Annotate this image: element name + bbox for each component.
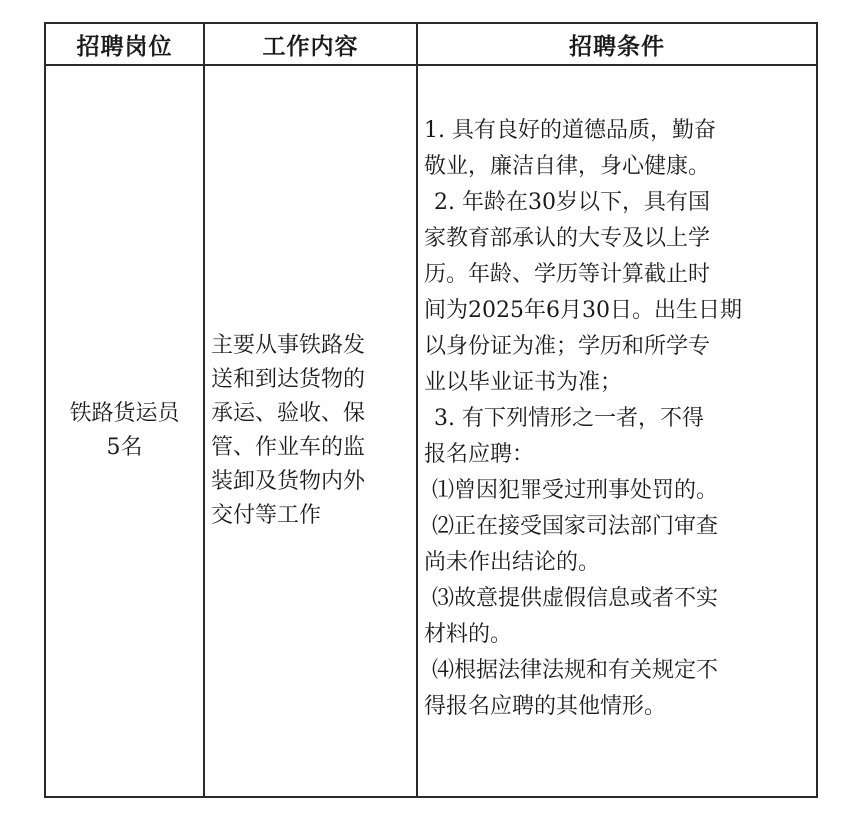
duties-line: 主要从事铁路发	[211, 333, 366, 358]
table-row	[45, 65, 817, 797]
position-cell	[45, 65, 204, 797]
duties-line: 管、作业车的监	[211, 435, 366, 460]
duties-line: 承运、验收、保	[211, 401, 366, 426]
duties-line: 装卸及货物内外	[211, 469, 366, 494]
recruitment-table	[44, 22, 818, 798]
requirement-line: ⑵正在接受国家司法部门审查	[432, 514, 719, 539]
position-count: 5名	[106, 435, 143, 460]
requirement-line: 业以毕业证书为准；	[424, 370, 623, 395]
duties-line: 送和到达货物的	[211, 367, 366, 392]
header-duties: 工作内容	[204, 23, 417, 65]
requirement-line: 2. 年龄在30岁以下，具有国	[434, 190, 710, 215]
requirement-line: 敬业，廉洁自律，身心健康。	[424, 154, 711, 179]
duties-cell	[204, 65, 417, 797]
position-title: 铁路货运员	[69, 401, 180, 426]
header-position: 招聘岗位	[45, 23, 204, 65]
requirement-line: 历。年龄、学历等计算截止时	[424, 262, 711, 287]
requirements-cell	[417, 65, 817, 797]
requirement-line: ⑴曾因犯罪受过刑事处罚的。	[432, 478, 719, 503]
requirement-line: 1. 具有良好的道德品质，勤奋	[424, 118, 716, 143]
header-requirements: 招聘条件	[417, 23, 817, 65]
requirement-line: 得报名应聘的其他情形。	[424, 694, 667, 719]
requirement-line: 尚未作出结论的。	[424, 550, 601, 575]
duties-line: 交付等工作	[211, 503, 322, 528]
requirement-line: 3. 有下列情形之一者，不得	[434, 406, 704, 431]
requirement-line: 报名应聘：	[424, 442, 535, 467]
requirement-line: 间为2025年6月30日。出生日期	[424, 298, 742, 323]
table-header-row	[45, 23, 817, 65]
requirement-line: ⑶故意提供虚假信息或者不实	[432, 586, 719, 611]
requirement-line: 材料的。	[424, 622, 513, 647]
requirement-line: ⑷根据法律法规和有关规定不	[432, 658, 719, 683]
requirement-line: 家教育部承认的大专及以上学	[424, 226, 711, 251]
requirement-line: 以身份证为准；学历和所学专	[424, 334, 711, 359]
